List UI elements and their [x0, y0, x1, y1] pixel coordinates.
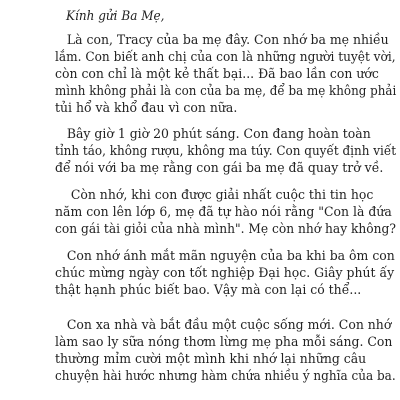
salutation-line: Kính gửi Ba Mẹ,: [66, 8, 165, 23]
paragraph-line: tủi hổ và khổ đau vì con nữa.: [55, 100, 238, 115]
paragraph-line: lắm. Con biết anh chị của con là những người tuyệt vời,: [55, 49, 396, 64]
paragraph-line: Là con, Tracy của ba mẹ đây. Con nhớ ba mẹ nhiều: [66, 32, 389, 47]
paragraph-line: thường mỉm cười một mình khi nhớ lại những câu: [55, 351, 367, 366]
paragraph-line: chúc mừng ngày con tốt nghiệp Đại học. Giây phút ấy: [55, 265, 395, 280]
paragraph-line: con gái tài giỏi của nhà mình". Mẹ còn nhớ hay không?: [55, 221, 396, 236]
paragraph-line: Con nhớ ánh mắt mãn nguyện của ba khi ba ôm con: [66, 248, 395, 263]
paragraph-line: chuyện hài hước nhưng hàm chứa nhiều ý nghĩa của ba.: [55, 368, 396, 383]
paragraph-line: năm con lên lớp 6, mẹ đã tự hào nói rằng "Con là đứa: [55, 204, 392, 219]
paragraph-line: để nói với ba mẹ rằng con gái ba mẹ đã quay trở về.: [55, 160, 384, 175]
paragraph-4: [55, 247, 400, 298]
paragraph-line: tỉnh táo, không rượu, không ma túy. Con quyết định viết: [55, 143, 397, 158]
paragraph-5: [55, 316, 400, 384]
paragraph-1: [55, 31, 400, 116]
paragraph-line: còn con chỉ là một kẻ thất bại... Đã bao lần con ước: [55, 66, 379, 81]
paragraph-line: Bây giờ 1 giờ 20 phút sáng. Con đang hoàn toàn: [66, 126, 371, 141]
paragraph-line: Còn nhớ, khi con được giải nhất cuộc thi tin học: [70, 187, 374, 202]
paragraph-3: [55, 186, 400, 237]
paragraph-line: mình không phải là con của ba mẹ, để ba mẹ không phải: [55, 83, 397, 98]
paragraph-line: Con xa nhà và bắt đầu một cuộc sống mới. Con nhớ: [66, 317, 392, 332]
letter-salutation: [66, 7, 400, 24]
paragraph-2: [55, 125, 400, 176]
paragraph-line: thật hạnh phúc biết bao. Vậy mà con lại có thể...: [55, 282, 362, 297]
paragraph-line: làm sao ly sữa nóng thơm lừng mẹ pha mỗi sáng. Con: [55, 334, 393, 349]
